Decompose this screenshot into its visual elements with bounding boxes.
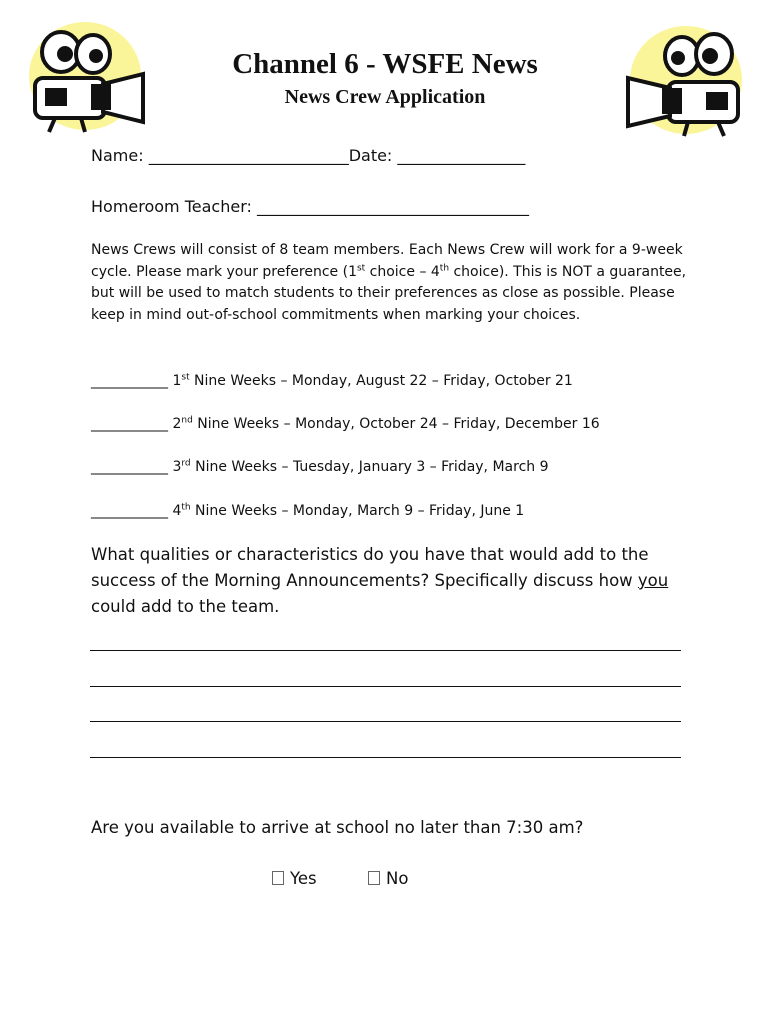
name-field[interactable]: _________________________ (148, 146, 349, 165)
yes-checkbox[interactable] (272, 871, 284, 885)
week-option: ___________ 4th Nine Weeks – Monday, March 9 – Friday, June 1 (91, 502, 525, 519)
week-option: ___________ 2nd Nine Weeks – Monday, October 24 – Friday, December 16 (91, 415, 600, 432)
week-blank[interactable]: ___________ (91, 503, 168, 519)
date-label: Date: (348, 146, 393, 165)
week-option: ___________ 1st Nine Weeks – Monday, August 22 – Friday, October 21 (91, 372, 573, 389)
no-checkbox[interactable] (368, 871, 380, 885)
teacher-row (91, 197, 529, 217)
no-label: No (386, 869, 409, 888)
availability-question: Are you available to arrive at school no later than 7:30 am? (91, 818, 584, 837)
week-blank[interactable]: ___________ (91, 416, 168, 432)
no-option[interactable] (368, 868, 408, 890)
instructions-paragraph: News Crews will consist of 8 team members. Each News Crew will work for a 9-week cycle. Please mark your preference (1st choice – 4th choice). This is NOT a guarantee, but will be used to match students to their preferences as close as possible. Please keep in mind out-of-school commitments when marking your choices. (91, 242, 687, 323)
page-title: Channel 6 - WSFE News (232, 48, 538, 80)
teacher-field[interactable]: __________________________________ (257, 197, 529, 216)
answer-line[interactable] (90, 650, 681, 651)
week-blank[interactable]: ___________ (91, 459, 168, 475)
qualities-question: What qualities or characteristics do you have that would add to the success of the Morning Announcements? Specifically discuss how you could add to the team. (91, 545, 669, 616)
answer-line[interactable] (90, 721, 681, 722)
name-row (91, 146, 525, 166)
yes-option[interactable] (272, 868, 317, 890)
week-blank[interactable]: ___________ (91, 373, 168, 389)
page-subtitle: News Crew Application (284, 86, 486, 108)
week-option: ___________ 3rd Nine Weeks – Tuesday, January 3 – Friday, March 9 (91, 458, 549, 475)
name-label: Name: (91, 146, 144, 165)
answer-line[interactable] (90, 686, 681, 687)
yes-label: Yes (290, 869, 317, 888)
date-field[interactable]: ________________ (397, 146, 526, 165)
teacher-label: Homeroom Teacher: (91, 197, 252, 216)
answer-line[interactable] (90, 757, 681, 758)
